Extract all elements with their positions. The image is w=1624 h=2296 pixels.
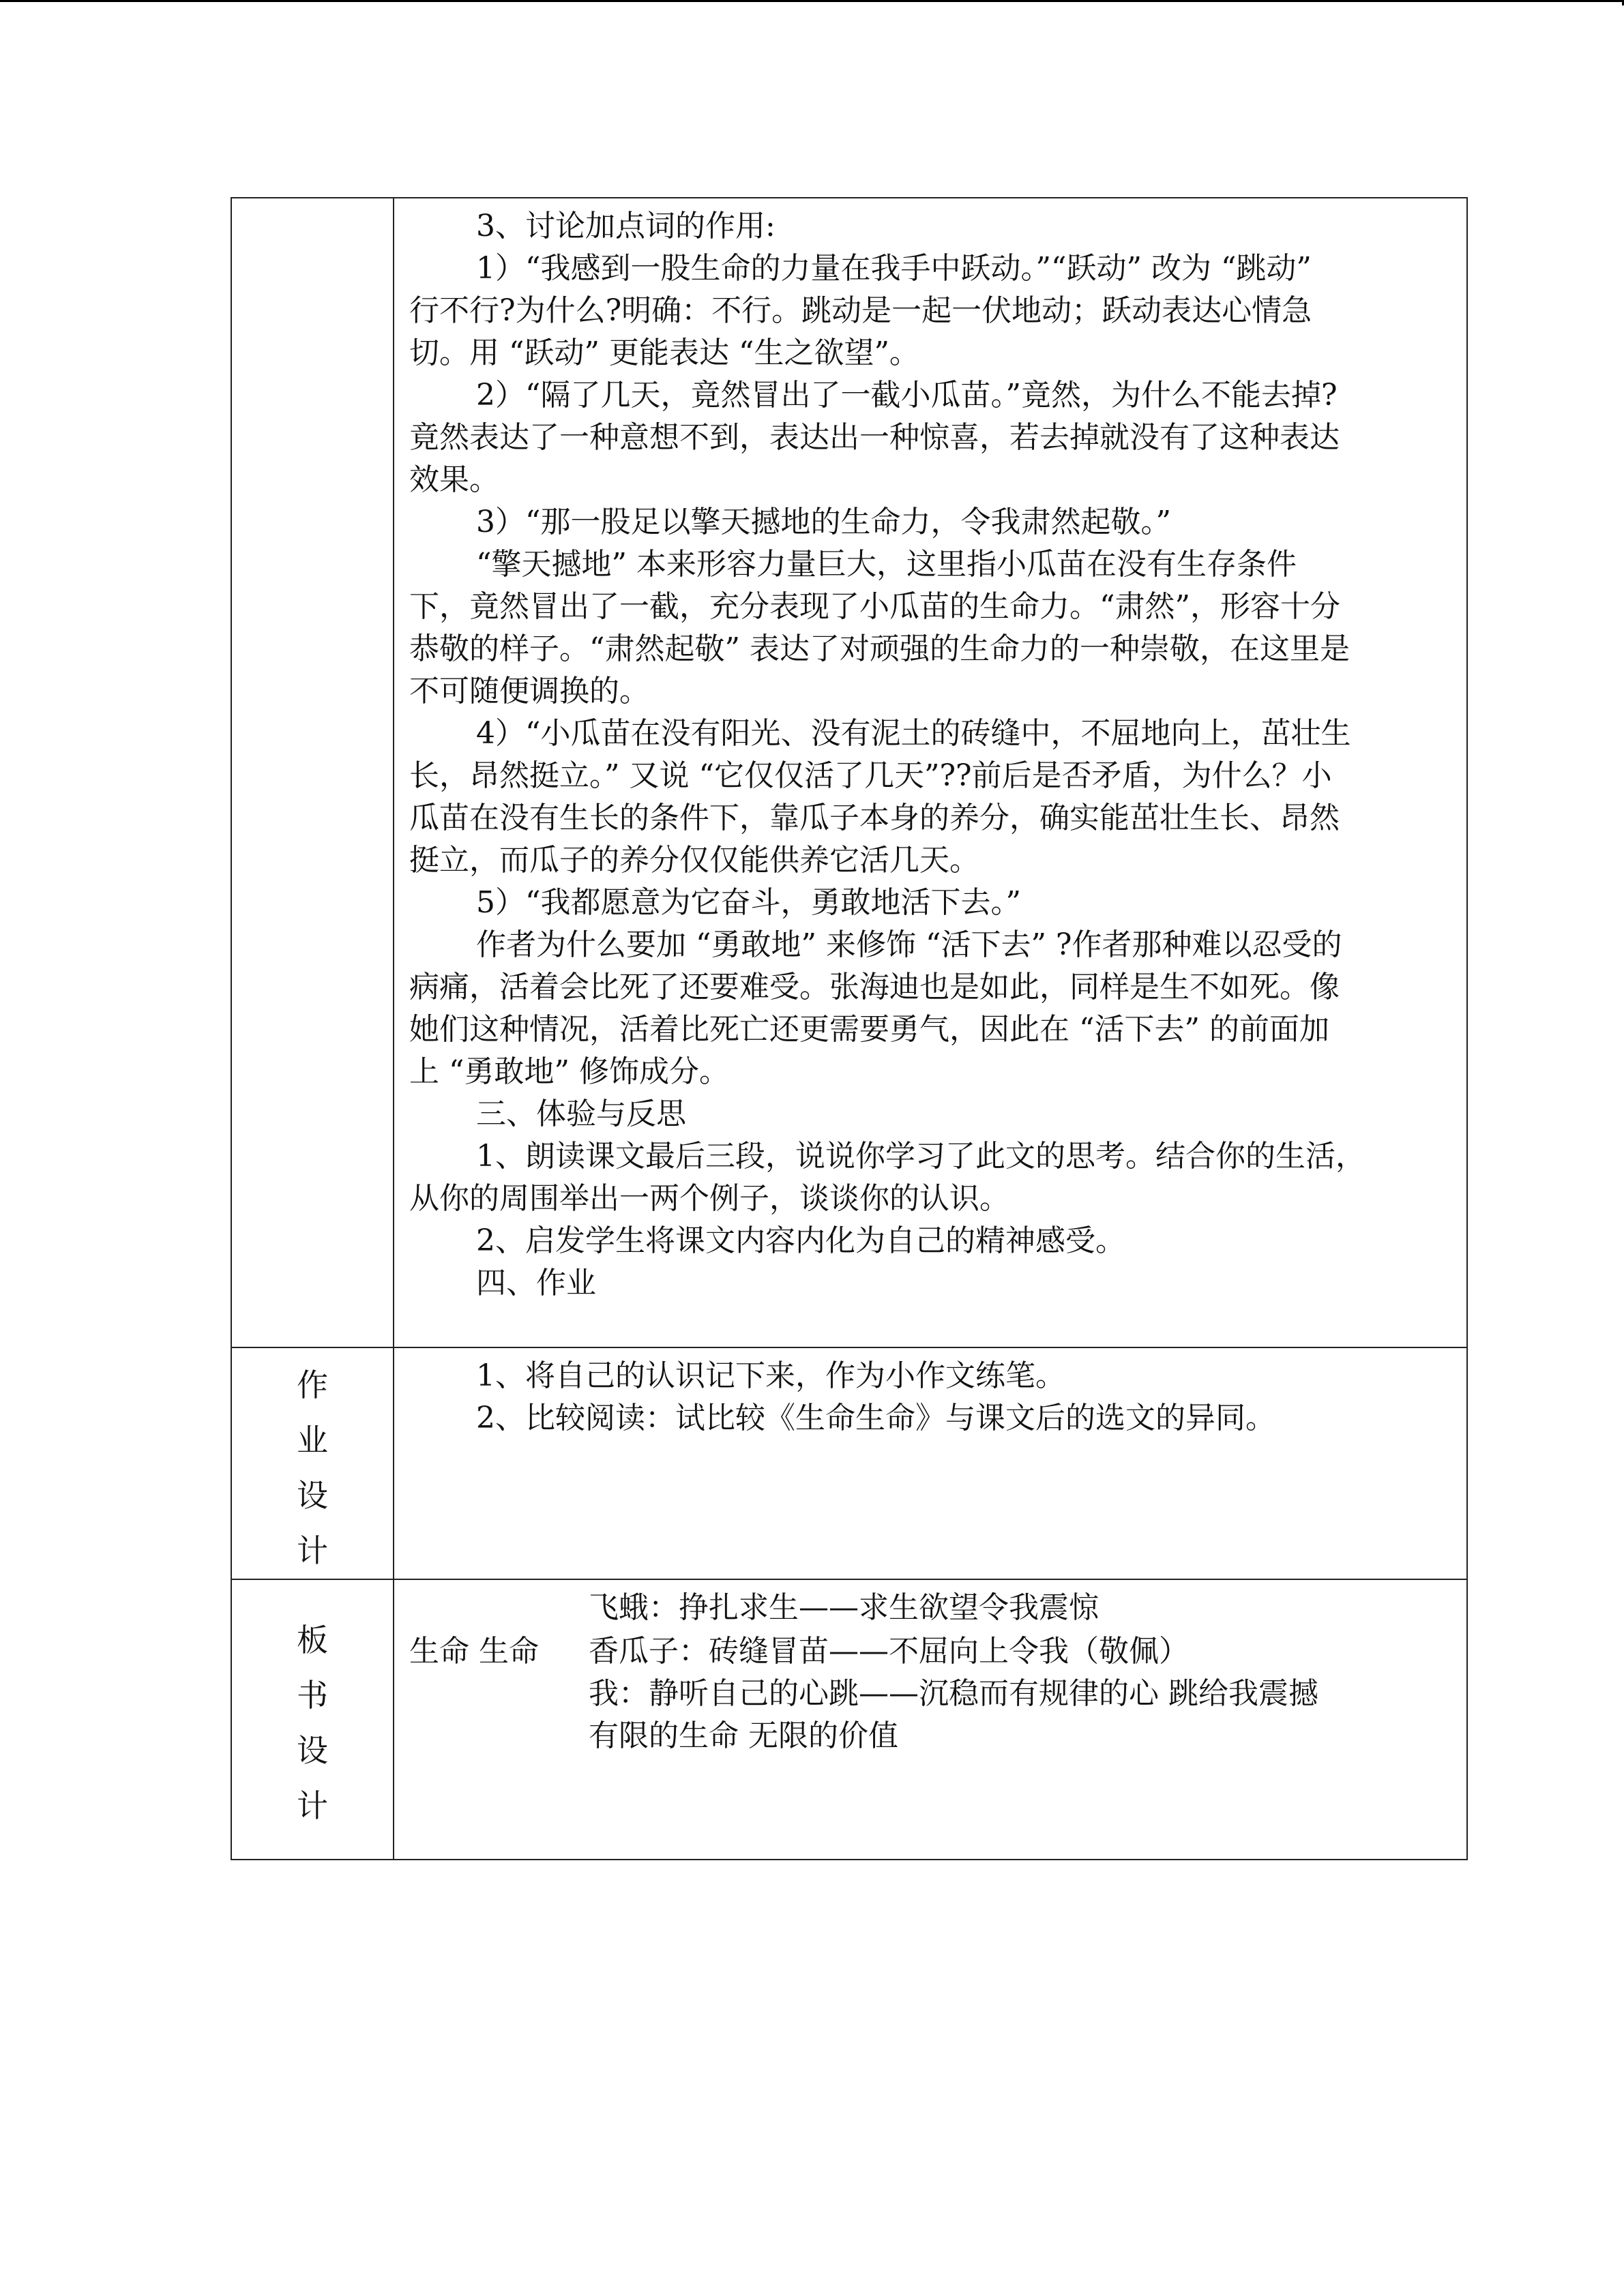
process-line: 长，昂然挺立。” 又说 “它仅仅活了几天”??前后是否矛盾，为什么？小 [409, 758, 1332, 793]
homework-label [232, 1348, 393, 1579]
process-line: 瓜苗在没有生长的条件下，靠瓜子本身的养分，确实能茁壮生长、昂然 [409, 801, 1340, 835]
process-line: 恭敬的样子。“肃然起敬” 表达了对顽强的生命力的一种崇敬，在这里是 [409, 631, 1350, 666]
board-design-row [231, 1579, 1467, 1860]
board-title: 生命 生命 [409, 1634, 539, 1669]
board-label-char: 设 [297, 1732, 328, 1769]
process-line: 上 “勇敢地” 修饰成分。 [409, 1054, 729, 1089]
process-line: 挺立，而瓜子的养分仅仅能供养它活几天。 [409, 843, 979, 878]
homework-label-char: 计 [297, 1532, 328, 1569]
board-line: 我：静听自己的心跳——沉稳而有规律的心 跳给我震撼 [589, 1676, 1318, 1711]
board-line: 飞蛾：挣扎求生——求生欲望令我震惊 [589, 1590, 1099, 1625]
board-label-char: 计 [297, 1787, 328, 1824]
homework-line: 2、比较阅读：试比较《生命生命》与课文后的选文的异同。 [476, 1401, 1275, 1435]
process-line: 作者为什么要加 “勇敢地” 来修饰 “活下去” ?作者那种难以忍受的 [476, 927, 1342, 962]
homework-label-char: 设 [297, 1477, 328, 1514]
homework-content-cell [394, 1347, 1467, 1579]
process-line: 三、体验与反思 [476, 1097, 686, 1131]
process-line: 3）“那一股足以擎天撼地的生命力，令我肃然起敬。” [476, 505, 1171, 539]
process-line: 竟然表达了一种意想不到，表达出一种惊喜，若去掉就没有了这种表达 [409, 420, 1340, 455]
board-line: 有限的生命 无限的价值 [589, 1718, 898, 1753]
homework-text [394, 1348, 1466, 1440]
process-line: 她们这种情况，活着比死亡还更需要勇气，因此在 “活下去” 的前面加 [409, 1012, 1329, 1047]
board-text [394, 1580, 1466, 1753]
process-text [394, 198, 1466, 1304]
process-line: 从你的周围举出一两个例子，谈谈你的认识。 [409, 1181, 1009, 1216]
process-line: 3、讨论加点词的作用: [476, 209, 776, 243]
process-line: 病痛，活着会比死了还要难受。张海迪也是如此，同样是生不如死。像 [409, 970, 1340, 1004]
process-line: 不可随便调换的。 [409, 674, 649, 709]
board-label [232, 1580, 393, 1834]
board-line: 香瓜子：砖缝冒苗——不屈向上令我（敬佩） [589, 1634, 1189, 1669]
homework-label-cell [231, 1347, 394, 1579]
teaching-process-row [231, 198, 1467, 1347]
process-line: 效果。 [409, 462, 499, 497]
homework-label-char: 业 [297, 1422, 328, 1459]
homework-design-row [231, 1347, 1467, 1579]
page-top-rule [0, 0, 1624, 2]
process-label-cell [231, 198, 394, 1347]
process-content-cell [394, 198, 1467, 1347]
homework-label-char: 作 [297, 1367, 328, 1403]
board-content-cell [394, 1579, 1467, 1860]
board-label-cell [231, 1579, 394, 1860]
process-line: 切。用 “跃动” 更能表达 “生之欲望”。 [409, 336, 919, 370]
process-line: “擎天撼地” 本来形容力量巨大，这里指小瓜苗在没有生存条件 [476, 547, 1297, 582]
process-line: 1、朗读课文最后三段，说说你学习了此文的思考。结合你的生活， [476, 1139, 1365, 1174]
process-line: 2、启发学生将课文内容内化为自己的精神感受。 [476, 1223, 1125, 1258]
process-line: 行不行?为什么?明确：不行。跳动是一起一伏地动；跃动表达心情急 [409, 293, 1312, 328]
process-line: 2）“隔了几天，竟然冒出了一截小瓜苗。”竟然，为什么不能去掉? [476, 378, 1338, 413]
process-line: 下，竟然冒出了一截，充分表现了小瓜苗的生命力。“肃然”，形容十分 [409, 589, 1340, 624]
process-line: 4）“小瓜苗在没有阳光、没有泥土的砖缝中，不屈地向上，茁壮生 [476, 716, 1351, 751]
board-label-char: 板 [297, 1622, 328, 1658]
process-line: 1）“我感到一股生命的力量在我手中跃动。”“跃动” 改为 “跳动” [476, 251, 1312, 286]
homework-line: 1、将自己的认识记下来，作为小作文练笔。 [476, 1358, 1065, 1393]
lesson-plan-table [231, 197, 1468, 1860]
process-line: 5）“我都愿意为它奋斗，勇敢地活下去。” [476, 885, 1021, 920]
board-label-char: 书 [297, 1677, 328, 1714]
process-line: 四、作业 [476, 1266, 596, 1300]
